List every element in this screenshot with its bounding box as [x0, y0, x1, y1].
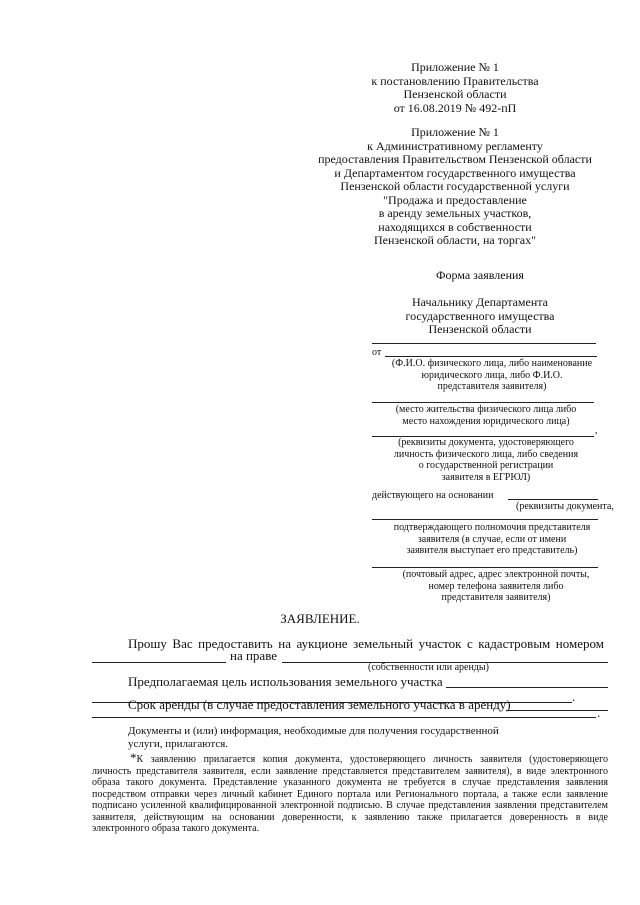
footnote-mark: * — [130, 750, 137, 765]
documents-note-line: услуги, прилагаются. — [128, 737, 229, 750]
appendix-2-line: "Продажа и предоставление — [383, 192, 527, 207]
documents-note-line: Документы и (или) информация, необходимые для получения государственной — [128, 725, 499, 737]
appendix-1-line: Приложение № 1 — [411, 60, 499, 74]
purpose-field[interactable] — [446, 687, 608, 688]
request-line-1: Прошу Вас предоставить на аукционе земельный участок с кадастровым номером — [128, 636, 604, 651]
requisites-hint-line: о государственной регистрации — [418, 460, 554, 471]
fio-hint-line: представителя заявителя) — [437, 381, 547, 392]
address-hint-line: (место жительства физического лица либо — [395, 404, 577, 415]
addressee-line: государственного имущества — [405, 308, 555, 323]
documents-note — [128, 725, 598, 750]
addressee-line: Пензенской области — [428, 322, 532, 336]
requisites-hint-line: личность физического лица, либо сведения — [393, 448, 579, 460]
appendix-2-block — [290, 126, 620, 248]
form-label: Форма заявления — [436, 268, 524, 282]
fio-hint-line: юридического лица, либо Ф.И.О. — [421, 369, 563, 381]
from-label: от — [372, 347, 382, 358]
cadastral-number-field[interactable] — [92, 662, 226, 663]
basis-hint-line: заявителя выступает его представитель) — [406, 545, 578, 556]
basis-hint-continued — [372, 522, 612, 557]
right-hint: (собственности или аренды) — [368, 662, 489, 673]
basis-label: действующего на основании — [372, 490, 494, 501]
contacts-hint-line: номер телефона заявителя либо — [428, 580, 564, 592]
purpose-label: Предполагаемая цель использования земельного участка — [128, 674, 443, 689]
addressee-blank-line[interactable] — [372, 343, 596, 344]
appendix-1-block — [330, 61, 580, 115]
footnote-text: К заявлению прилагается копия документа, удостоверяющего личность заявителя (удостоверяющего личность представителя заявителя, если заявление представляется представителем заявителя), в виде электронного образа такого документа. Представление указанного документа не требуется в случае представления заявления посредством отправки через личный кабинет Единого портала или Регионального портала, а также если заявление подписано усиленной квалифицированной электронной подписью. В случае представления заявления представителем заявителя, действующим на основании доверенности, к заявлению также прилагается доверенность в виде электронного образа такого документа. — [92, 754, 608, 834]
fio-hint — [376, 358, 608, 393]
lease-term-field-continued[interactable] — [92, 717, 596, 718]
basis-field[interactable] — [508, 499, 598, 500]
contacts-hint-line: представителя заявителя) — [441, 592, 551, 603]
appendix-2-line: Приложение № 1 — [411, 125, 499, 139]
applicant-name-field[interactable] — [385, 356, 597, 357]
addressee-line: Начальнику Департамента — [412, 295, 548, 309]
appendix-1-line: Пензенской области — [403, 87, 507, 101]
lease-term-field[interactable] — [506, 710, 608, 711]
basis-hint-line: заявителя (в случае, если от имени — [417, 533, 567, 545]
address-hint — [376, 404, 596, 427]
appendix-2-line: предоставления Правительством Пензенской области — [318, 152, 592, 166]
appendix-2-line: и Департаментом государственного имущества — [334, 165, 576, 180]
appendix-2-line: к Административному регламенту — [367, 138, 543, 153]
appendix-1-line: от 16.08.2019 № 492-пП — [393, 100, 517, 115]
purpose-end: . — [572, 689, 576, 704]
appendix-2-line: в аренду земельных участков, — [378, 206, 532, 220]
footnote — [92, 752, 608, 835]
applicant-address-field[interactable] — [372, 402, 594, 403]
basis-field-continued[interactable] — [372, 519, 598, 520]
contacts-field[interactable] — [372, 567, 598, 568]
fio-hint-line: (Ф.И.О. физического лица, либо наименование — [391, 358, 593, 369]
basis-hint-line: подтверждающего полномочия представителя — [393, 522, 591, 533]
right-label: на праве — [230, 648, 278, 663]
requisites-hint — [376, 437, 596, 483]
basis-hint: (реквизиты документа, — [516, 501, 614, 512]
document-title: ЗАЯВЛЕНИЕ. — [280, 611, 360, 626]
lease-end: . — [597, 705, 601, 720]
requisites-hint-line: (реквизиты документа, удостоверяющего — [398, 437, 574, 448]
appendix-2-line: Пензенской области государственной услуги — [340, 179, 570, 193]
address-hint-line: место нахождения юридического лица) — [402, 415, 570, 427]
contacts-hint — [380, 569, 612, 604]
contacts-hint-line: (почтовый адрес, адрес электронной почты, — [402, 569, 590, 580]
appendix-2-line: Пензенской области, на торгах" — [374, 233, 536, 247]
addressee-block — [372, 296, 588, 337]
requisites-hint-line: заявителя в ЕГРЮЛ) — [441, 471, 531, 483]
appendix-1-line: к постановлению Правительства — [371, 73, 539, 88]
appendix-2-line: находящихся в собственности — [378, 219, 532, 234]
lease-label: Срок аренды (в случае предоставления земельного участка в аренду) — [128, 697, 511, 712]
requisites-comma: , — [595, 425, 598, 436]
